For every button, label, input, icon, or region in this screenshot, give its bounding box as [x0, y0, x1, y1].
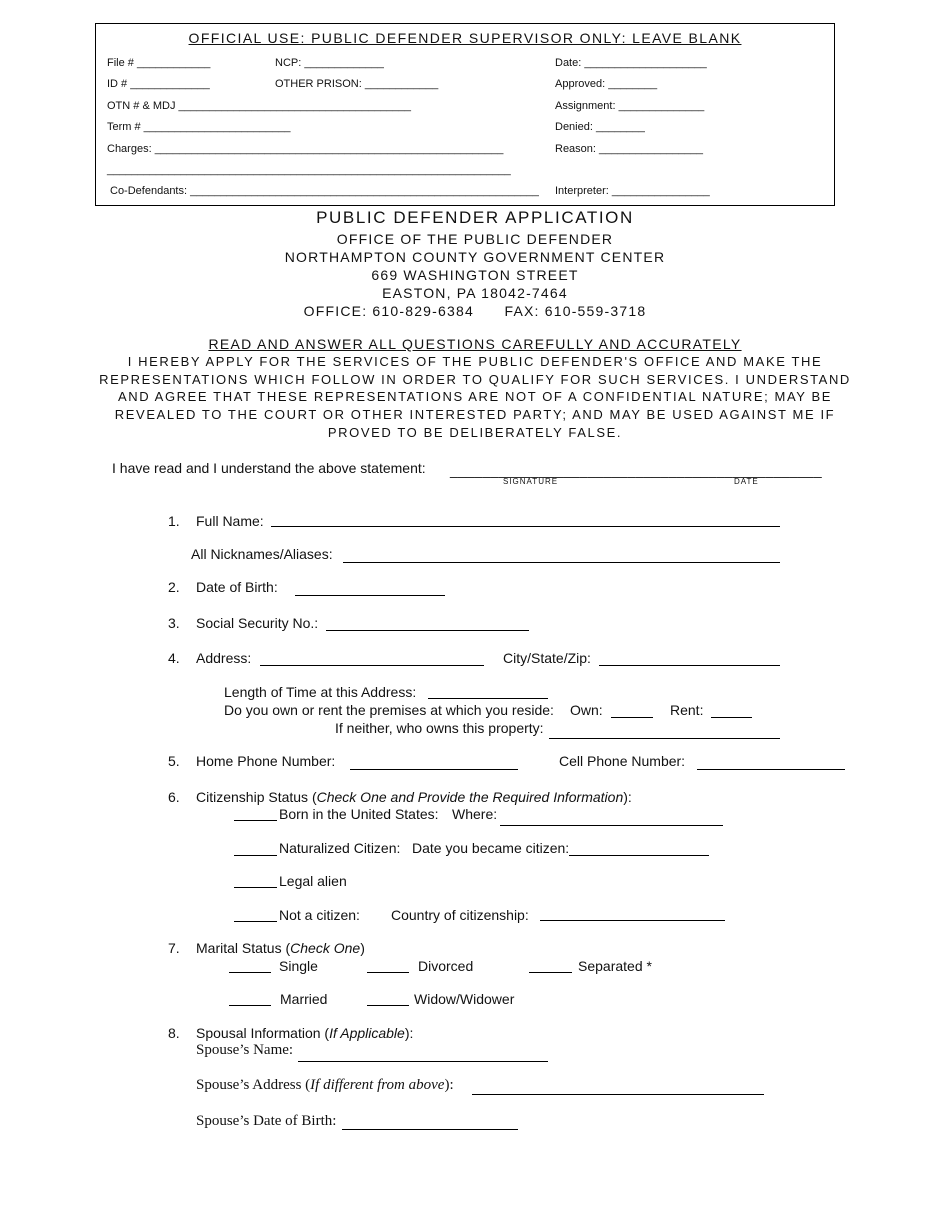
page-title: PUBLIC DEFENDER APPLICATION — [316, 208, 634, 227]
address-label: Address: — [196, 650, 252, 666]
widow-label: Widow/Widower — [414, 991, 515, 1007]
street-address: 669 WASHINGTON STREET — [371, 267, 579, 283]
citizenship-heading — [196, 789, 632, 805]
statement-line: AND AGREE THAT THESE REPRESENTATIONS ARE NOT OF A CONFIDENTIAL NATURE; MAY BE — [117, 389, 833, 404]
denied-field: Denied: ________ — [555, 121, 645, 133]
full-name-label: Full Name: — [196, 513, 264, 529]
signature-date-line[interactable]: ______________________________________________ — [450, 462, 822, 478]
home-phone-input[interactable] — [350, 769, 518, 770]
date-became-citizen-label: Date you became citizen: — [412, 840, 570, 856]
term-field: Term # ________________________ — [107, 121, 291, 133]
date-became-citizen-input[interactable] — [569, 855, 709, 856]
question-number: 7. — [168, 940, 180, 956]
statement-line: I HEREBY APPLY FOR THE SERVICES OF THE PUBLIC DEFENDER'S OFFICE AND MAKE THE — [127, 354, 823, 369]
divorced-checkbox[interactable] — [367, 972, 409, 973]
office-name: OFFICE OF THE PUBLIC DEFENDER — [336, 231, 614, 247]
marital-label: Marital Status ( — [196, 940, 291, 956]
assignment-field: Assignment: ______________ — [555, 100, 705, 112]
where-label: Where: — [452, 806, 498, 822]
marital-heading — [196, 940, 365, 956]
official-use-title: OFFICIAL USE: PUBLIC DEFENDER SUPERVISOR ONLY: LEAVE BLANK — [188, 30, 742, 46]
charges-continuation-line: __________________________________________________________________ — [107, 164, 511, 176]
own-label: Own: — [570, 702, 603, 718]
naturalized-label: Naturalized Citizen: — [279, 840, 401, 856]
question-number: 8. — [168, 1025, 180, 1041]
other-prison-field: OTHER PRISON: ____________ — [275, 78, 439, 90]
single-label: Single — [279, 958, 318, 974]
born-us-checkbox[interactable] — [234, 820, 277, 821]
single-checkbox[interactable] — [229, 972, 271, 973]
question-number: 4. — [168, 650, 180, 666]
interpreter-field: Interpreter: ________________ — [555, 185, 710, 197]
legal-alien-checkbox[interactable] — [234, 887, 277, 888]
own-or-rent-label: Do you own or rent the premises at which you reside: — [224, 702, 554, 718]
rent-label: Rent: — [670, 702, 704, 718]
citizenship-instruction: Check One and Provide the Required Information — [316, 789, 624, 805]
spouse-address-instruction: If different from above — [310, 1077, 445, 1093]
approved-field: Approved: ________ — [555, 78, 658, 90]
legal-alien-label: Legal alien — [279, 873, 347, 889]
ssn-label: Social Security No.: — [196, 615, 319, 631]
spouse-address-label-end: ): — [444, 1077, 454, 1093]
spousal-label-end: ): — [404, 1025, 414, 1041]
not-citizen-checkbox[interactable] — [234, 921, 277, 922]
acknowledgement-label: I have read and I understand the above statement: — [112, 460, 426, 476]
citizenship-label-end: ): — [623, 789, 632, 805]
question-number: 1. — [168, 513, 180, 529]
length-at-address-input[interactable] — [428, 698, 548, 699]
spousal-heading — [196, 1025, 413, 1041]
aliases-label: All Nicknames/Aliases: — [191, 546, 333, 562]
charges-field: Charges: _________________________________________________________ — [107, 143, 504, 155]
city-state-zip-input[interactable] — [599, 665, 780, 666]
spousal-instruction: If Applicable — [329, 1025, 405, 1041]
spouse-dob-input[interactable] — [342, 1129, 518, 1130]
born-us-label: Born in the United States: — [279, 806, 439, 822]
otn-mdj-field: OTN # & MDJ ______________________________________ — [107, 100, 411, 112]
question-number: 6. — [168, 789, 180, 805]
length-at-address-label: Length of Time at this Address: — [224, 684, 417, 700]
home-phone-label: Home Phone Number: — [196, 753, 336, 769]
question-number: 3. — [168, 615, 180, 631]
file-number-field: File # ____________ — [107, 57, 211, 69]
reason-field: Reason: _________________ — [555, 143, 704, 155]
statement-line: REVEALED TO THE COURT OR OTHER INTERESTED PARTY; AND MAY BE USED AGAINST ME IF — [114, 407, 836, 422]
id-number-field: ID # _____________ — [107, 78, 210, 90]
married-label: Married — [280, 991, 328, 1007]
address-input[interactable] — [260, 665, 484, 666]
spouse-address-heading — [196, 1077, 454, 1094]
full-name-input[interactable] — [271, 526, 780, 527]
spouse-name-label: Spouse’s Name: — [196, 1042, 294, 1058]
own-input[interactable] — [611, 717, 653, 718]
spousal-label: Spousal Information ( — [196, 1025, 330, 1041]
date-caption: DATE — [734, 477, 759, 486]
separated-checkbox[interactable] — [529, 972, 572, 973]
date-field: Date: ____________________ — [555, 57, 707, 69]
property-owner-input[interactable] — [549, 738, 780, 739]
signature-caption: SIGNATURE — [503, 477, 559, 486]
property-owner-label: If neither, who owns this property: — [335, 720, 544, 736]
statement-line: REPRESENTATIONS WHICH FOLLOW IN ORDER TO QUALIFY FOR SUCH SERVICES. I UNDERSTAND — [99, 372, 851, 387]
ssn-input[interactable] — [326, 630, 529, 631]
co-defendants-field: Co-Defendants: _________________________________________________________ — [110, 185, 539, 197]
city-address: EASTON, PA 18042-7464 — [382, 285, 568, 301]
naturalized-checkbox[interactable] — [234, 855, 277, 856]
spouse-dob-label: Spouse’s Date of Birth: — [196, 1113, 337, 1129]
marital-instruction: Check One — [290, 940, 361, 956]
separated-label: Separated * — [578, 958, 652, 974]
statement-line: PROVED TO BE DELIBERATELY FALSE. — [327, 425, 623, 440]
aliases-input[interactable] — [343, 562, 780, 563]
where-input[interactable] — [500, 825, 723, 826]
question-number: 5. — [168, 753, 180, 769]
married-checkbox[interactable] — [229, 1005, 271, 1006]
spouse-address-input[interactable] — [472, 1094, 764, 1095]
cell-phone-label: Cell Phone Number: — [559, 753, 686, 769]
divorced-label: Divorced — [418, 958, 474, 974]
ncp-field: NCP: _____________ — [275, 57, 384, 69]
question-number: 2. — [168, 579, 180, 595]
country-label: Country of citizenship: — [391, 907, 529, 923]
date-of-birth-input[interactable] — [295, 595, 445, 596]
spouse-name-input[interactable] — [298, 1061, 548, 1062]
citizenship-label: Citizenship Status ( — [196, 789, 317, 805]
city-state-zip-label: City/State/Zip: — [503, 650, 591, 666]
not-citizen-label: Not a citizen: — [279, 907, 360, 923]
widow-checkbox[interactable] — [367, 1005, 409, 1006]
phone-fax: OFFICE: 610-829-6384 FAX: 610-559-3718 — [303, 303, 647, 319]
government-center: NORTHAMPTON COUNTY GOVERNMENT CENTER — [284, 249, 666, 265]
date-of-birth-label: Date of Birth: — [196, 579, 278, 595]
spouse-address-label: Spouse’s Address ( — [196, 1077, 311, 1093]
official-use-box — [95, 23, 835, 206]
cell-phone-input[interactable] — [697, 769, 845, 770]
marital-label-end: ) — [360, 940, 365, 956]
country-input[interactable] — [540, 920, 725, 921]
rent-input[interactable] — [711, 717, 752, 718]
instructions-heading: READ AND ANSWER ALL QUESTIONS CAREFULLY AND ACCURATELY — [208, 336, 742, 352]
